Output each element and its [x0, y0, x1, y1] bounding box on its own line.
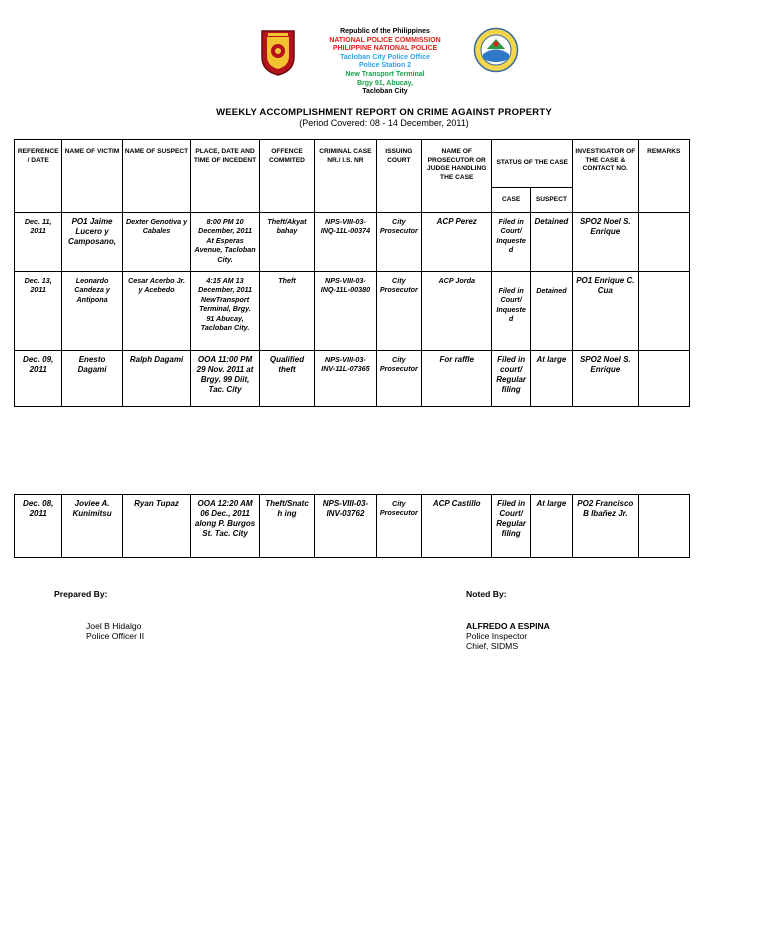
header-investigator: INVESTIGATOR OF THE CASE & CONTACT NO.	[573, 140, 638, 213]
cell-case-status: Filed in Court/ Regular filing	[492, 495, 530, 558]
report-period: (Period Covered: 08 - 14 December, 2011)	[299, 118, 469, 128]
cell-case-status: Filed in court/ Regular filing	[492, 351, 530, 407]
cell-suspect: Ralph Dagami	[122, 351, 191, 407]
header-victim: NAME OF VICTIM	[62, 140, 122, 213]
cell-suspect-status: At large	[530, 351, 572, 407]
cell-remarks	[638, 351, 689, 407]
header-line-terminal: New Transport Terminal	[345, 70, 425, 78]
cell-court: City Prosecutor	[376, 351, 421, 407]
cell-victim: Enesto Dagami	[62, 351, 122, 407]
cell-investigator: SPO2 Noel S. Enrique	[573, 351, 638, 407]
cell-date: Dec. 09, 2011	[15, 351, 62, 407]
cell-place: OOA 12:20 AM 06 Dec., 2011 along P. Burgos St. Tac. City	[191, 495, 260, 558]
noted-by-name: ALFREDO A ESPINA	[466, 621, 550, 631]
cell-suspect-status: Detained	[530, 272, 572, 351]
cell-date: Dec. 08, 2011	[15, 495, 62, 558]
cell-suspect: Dexter Genotiva y Cabales	[122, 213, 191, 272]
cell-remarks	[638, 272, 689, 351]
table-row	[15, 272, 690, 351]
cell-offence: Theft	[259, 272, 314, 351]
header-line-city-police-office: Tacloban City Police Office	[340, 53, 430, 61]
table-row	[15, 495, 690, 558]
header-line-city: Tacloban City	[362, 88, 408, 96]
header-line-police-station: Police Station 2	[358, 62, 412, 70]
cell-victim: Leonardo Candeza y Antipona	[62, 272, 122, 351]
header-issuing-court: ISSUING COURT	[376, 140, 421, 213]
table-row	[15, 351, 690, 407]
cell-investigator: PO1 Enrique C. Cua	[573, 272, 638, 351]
header-line-barangay: Brgy 91, Abucay,	[356, 79, 414, 87]
cell-case-status: Filed in Court/ Inqueste d	[492, 272, 530, 351]
header-case-nr: CRIMINAL CASE NR./ I.S. NR	[315, 140, 376, 213]
header-offence: OFFENCE COMMITED	[259, 140, 314, 213]
prepared-by-name: Joel B Hidalgo	[86, 621, 142, 631]
cell-place: 4:15 AM 13 December, 2011 NewTransport Terminal, Brgy. 91 Abucay, Tacloban City.	[191, 272, 260, 351]
cell-prosecutor: For raffle	[421, 351, 492, 407]
cell-remarks	[638, 495, 689, 558]
cell-suspect: Cesar Acerbo Jr. y Acebedo	[122, 272, 191, 351]
header-line-republic: Republic of the Philippines	[340, 28, 430, 35]
header-status-suspect: SUSPECT	[530, 188, 572, 213]
prepared-by-label: Prepared By:	[54, 589, 108, 599]
report-title: WEEKLY ACCOMPLISHMENT REPORT ON CRIME AGAINST PROPERTY	[216, 107, 552, 118]
cell-offence: Theft/Akyat bahay	[259, 213, 314, 272]
header-reference-date: REFERENCE / DATE	[15, 140, 62, 213]
cell-court: City Prosecutor	[376, 272, 421, 351]
table-row	[15, 213, 690, 272]
cell-place: OOA 11:00 PM 29 Nov. 2011 at Brgy. 99 Diit, Tac. City	[191, 351, 260, 407]
cell-court: City Prosecutor	[376, 495, 421, 558]
prepared-by-title: Police Officer II	[86, 631, 145, 641]
cell-investigator: PO2 Francisco B Ibañez Jr.	[573, 495, 638, 558]
cell-suspect-status: At large	[530, 495, 572, 558]
cell-case-status: Filed in Court/ Inqueste d	[492, 213, 530, 272]
cell-case-nr: NPS-VIII-03-INQ-11L-00380	[315, 272, 376, 351]
header-line-pnp: PHILIPPINE NATIONAL POLICE	[332, 45, 438, 53]
header-suspect: NAME OF SUSPECT	[122, 140, 191, 213]
cell-victim: Joviee A. Kunimitsu	[62, 495, 122, 558]
cell-suspect: Ryan Tupaz	[122, 495, 191, 558]
cell-date: Dec. 11, 2011	[15, 213, 62, 272]
cell-suspect-status: Detained	[530, 213, 572, 272]
cell-remarks	[638, 213, 689, 272]
cell-prosecutor: ACP Perez	[421, 213, 492, 272]
cell-offence: Qualified theft	[259, 351, 314, 407]
noted-by-title: Police Inspector	[466, 631, 528, 641]
header-prosecutor: NAME OF PROSECUTOR OR JUDGE HANDLING THE CASE	[421, 140, 492, 213]
crime-report-table-continued	[14, 494, 690, 558]
header-status: STATUS OF THE CASE	[492, 140, 573, 188]
cell-case-nr: NPS-VIII-03-INQ-11L-00374	[315, 213, 376, 272]
cell-investigator: SPO2 Noel S. Enrique	[573, 213, 638, 272]
cell-offence: Theft/Snatch ing	[259, 495, 314, 558]
cell-place: 8:00 PM 10 December, 2011 At Esperas Avenue, Tacloban City.	[191, 213, 260, 272]
header-status-case: CASE	[492, 188, 530, 213]
noted-by-label: Noted By:	[466, 589, 507, 599]
cell-prosecutor: ACP Jorda	[421, 272, 492, 351]
header-place-date-time: PLACE, DATE AND TIME OF INCEDENT	[191, 140, 260, 213]
crime-report-table	[14, 139, 690, 407]
cell-date: Dec. 13, 2011	[15, 272, 62, 351]
cell-case-nr: NPS-VIII-03-INV-03762	[315, 495, 376, 558]
cell-court: City Prosecutor	[376, 213, 421, 272]
cell-prosecutor: ACP Castillo	[421, 495, 492, 558]
header-line-napolcom: NATIONAL POLICE COMMISSION	[329, 36, 441, 44]
header-remarks: REMARKS	[638, 140, 689, 213]
noted-by-office: Chief, SIDMS	[466, 641, 519, 651]
agency-header	[290, 28, 480, 97]
cell-victim: PO1 Jaime Lucero y Camposano,	[62, 213, 122, 272]
cell-case-nr: NPS-VIII-03-INV-11L-07365	[315, 351, 376, 407]
